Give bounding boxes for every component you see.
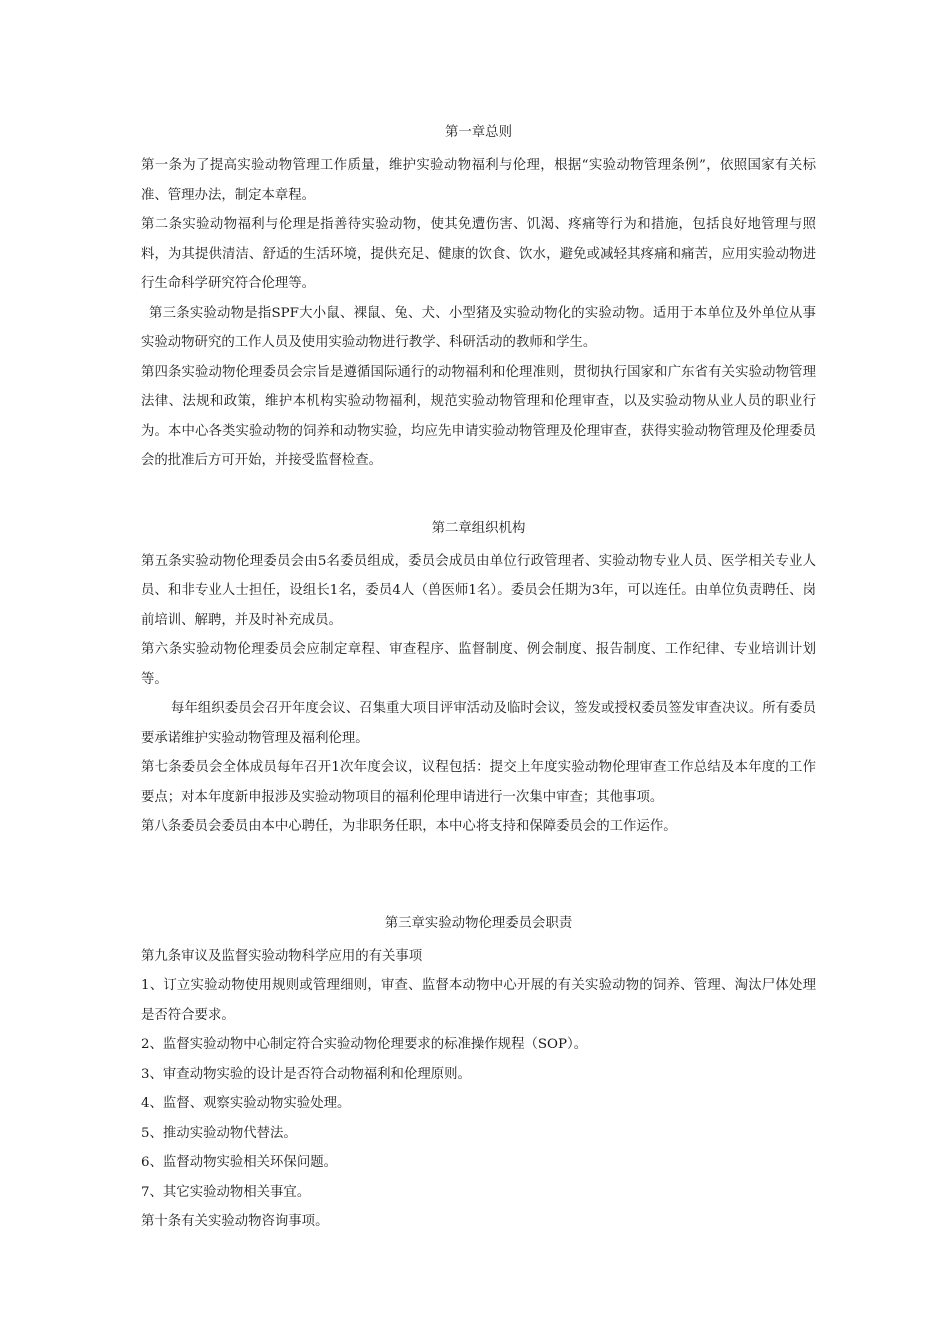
list-item: 7、其它实验动物相关事宜。 bbox=[141, 1184, 311, 1200]
list-item: 6、监督动物实验相关环保问题。 bbox=[141, 1155, 337, 1170]
chapter-2-title: 第二章组织机构 bbox=[431, 520, 526, 536]
article-8: 第八条委员会委员由本中心聘任，为非职务任职，本中心将支持和保障委员会的工作运作。 bbox=[141, 819, 677, 834]
article-3: 第三条实验动物是指SPF大小鼠、裸鼠、兔、犬、小型猪及实验动物化的实验动物。适用于本单位及外单位从事实验动物研究的工作人员及使用实验动物进行教学、科研活动的教师和学生。 bbox=[141, 305, 816, 350]
article-1: 第一条为了提高实验动物管理工作质量，维护实验动物福利与伦理，根据“实验动物管理条例”，依照国家有关标准、管理办法，制定本章程。 bbox=[141, 158, 816, 203]
chapter-1-title: 第一章总则 bbox=[445, 125, 512, 140]
list-item: 5、推动实验动物代替法。 bbox=[141, 1125, 297, 1141]
list-item: 4、监督、观察实验动物实验处理。 bbox=[141, 1096, 351, 1111]
section-spacer bbox=[141, 842, 816, 912]
list-item: 1、订立实验动物使用规则或管理细则，审查、监督本动物中心开展的有关实验动物的饲养、管理、淘汰尸体处理是否符合要求。 bbox=[141, 978, 816, 1023]
article-7: 第七条委员会全体成员每年召开1次年度会议，议程包括：提交上年度实验动物伦理审查工作总结及本年度的工作要点；对本年度新申报涉及实验动物项目的福利伦理申请进行一次集中审查；其他事项。 bbox=[141, 760, 816, 805]
article-4: 第四条实验动物伦理委员会宗旨是遵循国际通行的动物福利和伦理准则，贯彻执行国家和广东省有关实验动物管理法律、法规和政策，维护本机构实验动物福利，规范实验动物管理和伦理审查，以及实验动物从业人员的职业行为。本中心各类实验动物的饲养和动物实验，均应先申请实验动物管理及伦理审查，获得实验动物管理及伦理委员会的批准后方可开始，并接受监督检查。 bbox=[141, 364, 816, 468]
list-item: 2、监督实验动物中心制定符合实验动物伦理要求的标准操作规程（SOP）。 bbox=[141, 1037, 588, 1052]
article-10: 第十条有关实验动物咨询事项。 bbox=[141, 1214, 329, 1229]
article-6: 第六条实验动物伦理委员会应制定章程、审查程序、监督制度、例会制度、报告制度、工作纪律、专业培训计划等。 bbox=[141, 642, 816, 687]
list-item: 3、审查动物实验的设计是否符合动物福利和伦理原则。 bbox=[141, 1066, 471, 1082]
article-6-continued: 每年组织委员会召开年度会议、召集重大项目评审活动及临时会议，签发或授权委员签发审查决议。所有委员要承诺维护实验动物管理及福利伦理。 bbox=[141, 701, 816, 746]
section-spacer bbox=[141, 476, 816, 517]
chapter-3-title: 第三章实验动物伦理委员会职责 bbox=[384, 915, 573, 931]
document-body bbox=[141, 121, 816, 1237]
article-2: 第二条实验动物福利与伦理是指善待实验动物，使其免遭伤害、饥渴、疼痛等行为和措施，包括良好地管理与照料，为其提供清洁、舒适的生活环境，提供充足、健康的饮食、饮水，避免或减轻其疼痛和痛苦，应用实验动物进行生命科学研究符合伦理等。 bbox=[141, 217, 816, 291]
article-9: 第九条审议及监督实验动物科学应用的有关事项 bbox=[141, 948, 423, 964]
article-5: 第五条实验动物伦理委员会由5名委员组成，委员会成员由单位行政管理者、实验动物专业人员、医学相关专业人员、和非专业人士担任，设组长1名，委员4人（兽医师1名）。委员会任期为3年，可以连任。由单位负责聘任、岗前培训、解聘，并及时补充成员。 bbox=[141, 553, 816, 628]
